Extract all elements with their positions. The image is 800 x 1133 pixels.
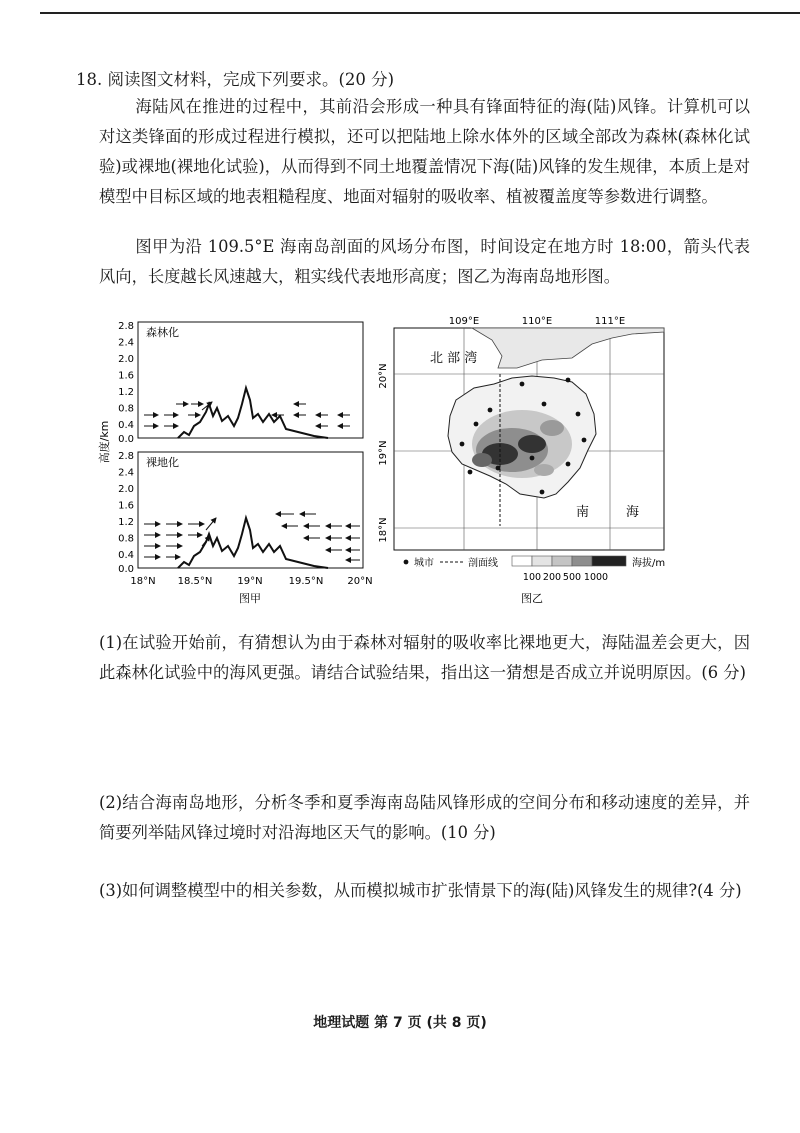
lon-label-111: 111°E <box>594 316 626 327</box>
ytick-top-0: 2.8 <box>118 321 134 332</box>
legend-section: 剖面线 <box>468 558 498 569</box>
wind-arrows-forest <box>144 402 350 426</box>
ytick-top-2: 2.0 <box>118 354 134 365</box>
lon-label-109: 109°E <box>448 316 480 327</box>
material-text-2: 图甲为沿 109.5°E 海南岛剖面的风场分布图，时间设定在地方时 18:00，箭头代表风向，长度越长风速越大，粗实线代表地形高度；图乙为海南岛地形图。 <box>99 237 750 286</box>
ytick-bot-3: 1.6 <box>118 500 134 512</box>
question-title: 18. 阅读图文材料，完成下列要求。(20 分) <box>76 70 395 89</box>
legend-city-dot <box>404 560 409 565</box>
legend-step-1000: 1000 <box>583 572 609 583</box>
ytick-bot-0: 2.8 <box>118 451 134 462</box>
figure-a-wind-profile <box>88 304 388 604</box>
ytick-bot-6: 0.4 <box>118 550 134 561</box>
top-rule <box>40 12 800 14</box>
panel-forest-label: 森林化 <box>146 326 179 339</box>
panel-forest-frame <box>138 322 363 438</box>
lat-label-19: 19°N <box>378 440 389 466</box>
ytick-top-6: 0.4 <box>118 420 134 431</box>
lon-label-110: 110°E <box>521 316 553 327</box>
figure-b-caption: 图乙 <box>521 592 543 604</box>
material-paragraph-1 <box>99 92 750 212</box>
lat-label-18: 18°N <box>378 517 389 543</box>
panel-bare-frame <box>138 452 363 568</box>
legend-step-500: 500 <box>562 572 582 583</box>
sea-label-north: 北 部 湾 <box>430 351 478 366</box>
ytick-bot-7: 0.0 <box>118 564 134 575</box>
xtick-4: 20°N <box>347 576 373 587</box>
figure-a-ylabel: 高度/km <box>98 420 111 464</box>
ytick-top-3: 1.6 <box>118 370 134 382</box>
ytick-bot-1: 2.4 <box>118 467 134 479</box>
figure-b-hainan-map <box>372 304 692 604</box>
ytick-top-1: 2.4 <box>118 337 134 349</box>
sea-label-south-1: 南 <box>576 505 590 520</box>
sea-label-south-2: 海 <box>626 505 640 520</box>
material-paragraph-2 <box>99 232 750 292</box>
xtick-1: 18.5°N <box>177 576 213 587</box>
xtick-3: 19.5°N <box>288 576 324 587</box>
elevation-shading <box>472 410 572 478</box>
ytick-top-7: 0.0 <box>118 434 134 445</box>
xtick-0: 18°N <box>130 576 156 587</box>
legend-elev-label: 海拔/m <box>632 558 666 569</box>
terrain-forest <box>178 388 328 438</box>
ytick-bot-4: 1.2 <box>118 517 134 528</box>
question-3: (3)如何调整模型中的相关参数，从而模拟城市扩张情景下的海(陆)风锋发生的规律?(4 分) <box>99 881 742 900</box>
question-2: (2)结合海南岛地形，分析冬季和夏季海南岛陆风锋形成的空间分布和移动速度的差异，并简要列举陆风锋过境时对沿海地区天气的影响。(10 分) <box>99 793 750 842</box>
material-text-1: 海陆风在推进的过程中，其前沿会形成一种具有锋面特征的海(陆)风锋。计算机可以对这类锋面的形成过程进行模拟，还可以把陆地上除水体外的区域全部改为森林(森林化试验)或裸地(裸地化试验)，从而得到不同土地覆盖情况下海(陆)风锋的发生规律，本质上是对模型中目标区域的地表粗糙程度、地面对辐射的吸收率、植被覆盖度等参数进行调整。 <box>99 97 750 206</box>
ytick-top-5: 0.8 <box>118 403 134 415</box>
legend-step-100: 100 <box>522 572 542 583</box>
legend-elevation-bar <box>512 556 626 566</box>
ytick-bot-5: 0.8 <box>118 533 134 545</box>
ytick-top-4: 1.2 <box>118 387 134 398</box>
panel-bare-label: 裸地化 <box>146 456 179 469</box>
figure-a-caption: 图甲 <box>239 592 261 604</box>
ytick-bot-2: 2.0 <box>118 484 134 495</box>
xtick-2: 19°N <box>237 576 263 587</box>
lat-label-20: 20°N <box>378 363 389 389</box>
legend-step-200: 200 <box>542 572 562 583</box>
page-footer: 地理试题 第 7 页 (共 8 页) <box>313 1015 487 1031</box>
question-1: (1)在试验开始前，有猜想认为由于森林对辐射的吸收率比裸地更大，海陆温差会更大，因此森林化试验中的海风更强。请结合试验结果，指出这一猜想是否成立并说明原因。(6 分) <box>99 633 750 682</box>
legend-city: 城市 <box>414 558 434 569</box>
